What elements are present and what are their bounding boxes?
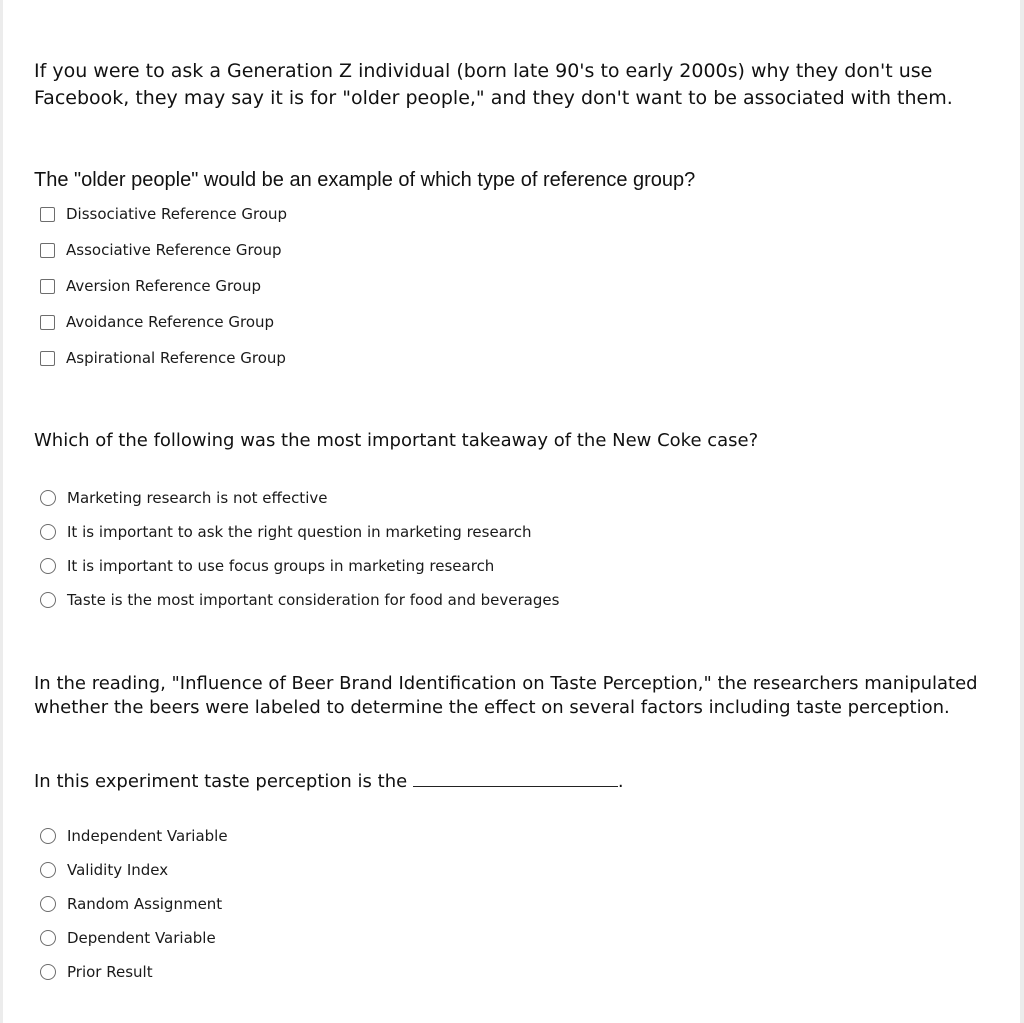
option-taste-most-important[interactable] (40, 590, 559, 610)
question-2-options (40, 488, 559, 610)
question-1-subprompt: The "older people" would be an example of which type of reference group? (34, 169, 696, 191)
radio-icon[interactable] (40, 490, 56, 506)
option-prior-result[interactable] (40, 962, 228, 982)
radio-icon[interactable] (40, 524, 56, 540)
question-3-subprompt-wrap (34, 768, 624, 794)
option-dependent-variable[interactable] (40, 928, 228, 948)
option-aspirational-reference-group[interactable] (40, 348, 287, 368)
question-1-subprompt-wrap (34, 167, 695, 193)
option-label: Marketing research is not effective (67, 489, 328, 507)
option-label: Aversion Reference Group (66, 277, 262, 295)
question-3-options (40, 826, 228, 982)
radio-icon[interactable] (40, 964, 56, 980)
checkbox-icon[interactable] (40, 351, 55, 366)
question-3-prompt: In the reading, "Influence of Beer Brand Identification on Taste Perception," the researchers manipulated whether the beers were labeled to determine the effect on several factors including taste perception. (34, 673, 978, 718)
answer-blank (413, 768, 618, 787)
option-label: Independent Variable (67, 827, 228, 845)
radio-icon[interactable] (40, 862, 56, 878)
option-marketing-research-not-effective[interactable] (40, 488, 559, 508)
checkbox-icon[interactable] (40, 243, 55, 258)
option-use-focus-groups[interactable] (40, 556, 559, 576)
question-1-prompt: If you were to ask a Generation Z individual (born late 90's to early 2000s) why they don't use Facebook, they may say it is for "older people," and they don't want to be associated with them. (34, 60, 953, 109)
option-ask-right-question[interactable] (40, 522, 559, 542)
question-3 (34, 672, 984, 720)
radio-icon[interactable] (40, 930, 56, 946)
radio-icon[interactable] (40, 558, 56, 574)
option-label: It is important to use focus groups in marketing research (67, 557, 495, 575)
left-frame-edge (0, 0, 3, 1023)
option-associative-reference-group[interactable] (40, 240, 287, 260)
option-label: Dissociative Reference Group (66, 205, 288, 223)
option-random-assignment[interactable] (40, 894, 228, 914)
radio-icon[interactable] (40, 592, 56, 608)
checkbox-icon[interactable] (40, 279, 55, 294)
radio-icon[interactable] (40, 828, 56, 844)
question-1 (34, 58, 974, 112)
question-2 (34, 428, 974, 454)
subprompt-text: In this experiment taste perception is the (34, 771, 408, 792)
option-label: Associative Reference Group (66, 241, 282, 259)
question-1-options (40, 204, 287, 368)
subprompt-period: . (617, 771, 624, 792)
option-label: Random Assignment (67, 895, 223, 913)
option-validity-index[interactable] (40, 860, 228, 880)
right-frame-edge (1020, 0, 1024, 1023)
radio-icon[interactable] (40, 896, 56, 912)
checkbox-icon[interactable] (40, 315, 55, 330)
option-label: Taste is the most important consideration for food and beverages (67, 591, 560, 609)
option-label: It is important to ask the right question in marketing research (67, 523, 532, 541)
checkbox-icon[interactable] (40, 207, 55, 222)
option-label: Dependent Variable (67, 929, 216, 947)
option-dissociative-reference-group[interactable] (40, 204, 287, 224)
option-aversion-reference-group[interactable] (40, 276, 287, 296)
option-label: Prior Result (67, 963, 153, 981)
option-label: Validity Index (67, 861, 169, 879)
option-independent-variable[interactable] (40, 826, 228, 846)
option-avoidance-reference-group[interactable] (40, 312, 287, 332)
option-label: Aspirational Reference Group (66, 349, 286, 367)
question-3-subprompt (34, 768, 624, 794)
question-2-prompt: Which of the following was the most important takeaway of the New Coke case? (34, 430, 759, 451)
option-label: Avoidance Reference Group (66, 313, 275, 331)
